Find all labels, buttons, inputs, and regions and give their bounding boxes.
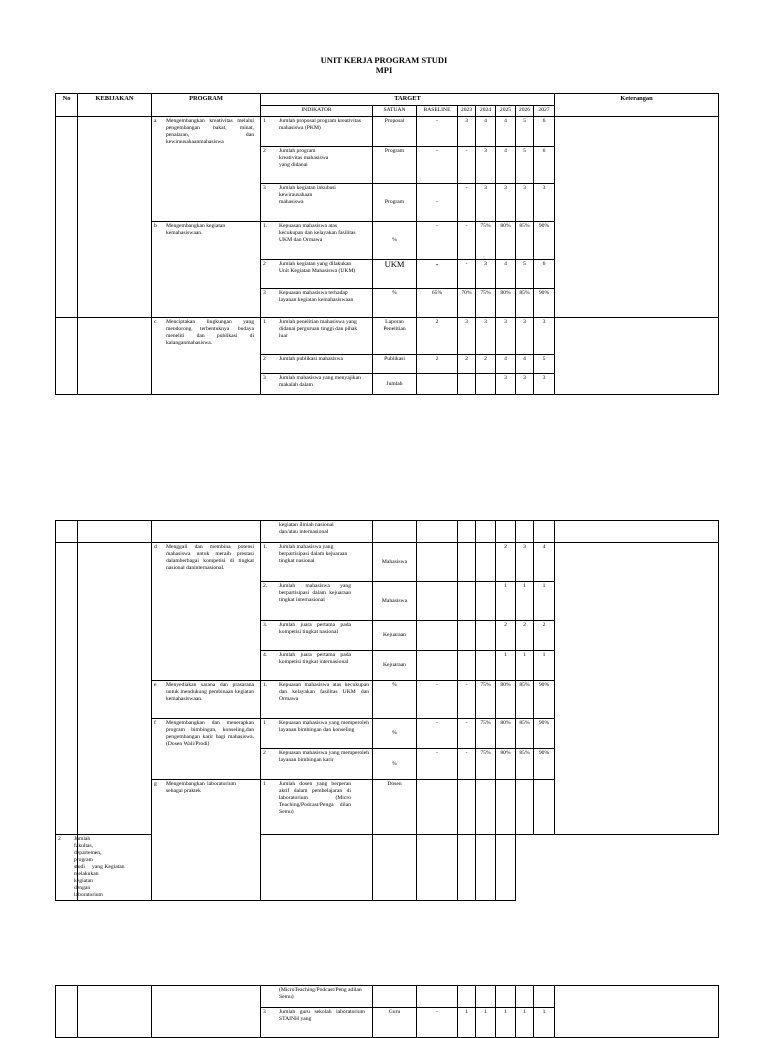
row-number-cell <box>56 521 78 543</box>
year-cell: 1 <box>516 651 534 681</box>
indikator-continuation: kegiatan ilmiah nasional dan/atau internasional <box>279 522 334 535</box>
header-year: 2025 <box>496 106 516 117</box>
indikator-cell: 2 Jumlah fakultas, departemen, program studi yang melakukan kegiatan dengan laboratorium <box>56 835 78 901</box>
baseline-cell: - <box>417 749 458 780</box>
program-table-page-3 <box>55 985 719 1038</box>
year-cell <box>458 835 476 901</box>
program-letter: b <box>154 223 157 229</box>
satuan-cell: Laporan Penelitian <box>373 318 417 355</box>
indikator-cell: 3 Kepuasan mahasiswa terhadap layanan kegiatan kemahasiswaan <box>261 289 373 318</box>
kebijakan-cell <box>78 318 152 395</box>
year-cell: 3 <box>496 318 516 355</box>
year-cell: 75% <box>476 749 496 780</box>
year-cell <box>458 780 476 835</box>
program-text: Menciptakan lingkungan yang mendorong terbentuknya budaya meneliti dan publikasi di kalanganmahasiswa. <box>166 319 254 346</box>
indikator-cell: 1. Kepuasan mahasiswa atas kecukupan dan kelayakan fasilitas UKM dan Ormawa <box>261 681 373 719</box>
year-cell: 85% <box>516 749 534 780</box>
year-cell <box>496 835 516 901</box>
year-cell: 5 <box>516 117 534 147</box>
program-letter: e <box>154 682 157 688</box>
baseline-cell: 65% <box>417 289 458 318</box>
year-cell: 3 <box>458 318 476 355</box>
program-letter: d <box>154 544 157 550</box>
baseline-cell: 2 <box>417 355 458 374</box>
baseline-cell: - <box>417 1008 458 1038</box>
year-cell: 1 <box>496 582 516 621</box>
year-cell: 80% <box>496 749 516 780</box>
program-cell <box>152 318 261 395</box>
year-cell <box>373 835 417 901</box>
year-cell: 80% <box>496 222 516 260</box>
year-cell: 3 <box>516 318 534 355</box>
year-cell: 90% <box>534 681 555 719</box>
year-cell: 1 <box>534 1008 555 1038</box>
program-text: Menyediakan sarana dan prasarana untuk mendukung pembinaan kegiatan kemahasiswaan. <box>166 682 254 702</box>
year-cell: 3 <box>496 374 516 395</box>
program-letter: g <box>154 781 157 787</box>
satuan-cell: Dosen <box>373 780 417 835</box>
keterangan-cell <box>555 986 719 1038</box>
indikator-cell: 2 Jumlah publikasi mahasiswa <box>261 355 373 374</box>
keterangan-cell <box>555 543 719 835</box>
satuan-cell: % <box>373 681 417 719</box>
year-cell: 75% <box>476 289 496 318</box>
satuan-cell: % <box>373 749 417 780</box>
year-cell: 6 <box>534 260 555 289</box>
header-no: No <box>56 94 78 117</box>
year-cell <box>458 374 476 395</box>
year-cell: 80% <box>496 289 516 318</box>
year-cell: 3 <box>516 374 534 395</box>
header-year: 2027 <box>534 106 555 117</box>
year-cell <box>417 835 458 901</box>
year-cell: 85% <box>516 289 534 318</box>
year-cell: 3 <box>496 184 516 222</box>
year-cell <box>496 780 516 835</box>
program-cell <box>152 681 261 719</box>
header-keterangan: Keterangan <box>555 94 719 117</box>
year-cell: - <box>458 184 476 222</box>
baseline-cell: - <box>417 117 458 147</box>
baseline-cell: - <box>417 260 458 289</box>
indikator-cell: 3. Jumlah juara pertama pada kompetisi tingkat nasional <box>261 621 373 651</box>
year-cell <box>476 374 496 395</box>
satuan-cell: Proposal <box>373 117 417 147</box>
year-cell: - <box>458 719 476 749</box>
indikator-cell: 4. Jumlah juara pertama pada kompetisi tingkat internasional <box>261 651 373 681</box>
satuan-cell: Program <box>373 147 417 184</box>
row-number-cell <box>56 986 78 1038</box>
year-cell <box>476 651 496 681</box>
year-cell: 3 <box>534 184 555 222</box>
satuan-cell: Program <box>373 184 417 222</box>
year-cell: 4 <box>534 543 555 582</box>
header-baseline: BASELINE <box>417 106 458 117</box>
year-cell: 90% <box>534 719 555 749</box>
satuan-cell: Kegiatan <box>78 835 152 901</box>
year-cell: 3 <box>476 147 496 184</box>
year-cell: 5 <box>534 355 555 374</box>
program-cell <box>152 719 261 780</box>
year-cell: 2 <box>458 355 476 374</box>
program-letter: a <box>154 118 157 124</box>
indikator-cell: 1 Kepuasan mahasiswa yang memperoleh layanan bimbingan dan konseling <box>261 719 373 749</box>
satuan-cell: % <box>373 222 417 260</box>
table-row <box>56 521 719 543</box>
program-letter: f <box>154 720 156 726</box>
indikator-cell: 3 Jumlah mahasiswa yang menyajikan makalah dalam <box>261 374 373 395</box>
baseline-cell: - <box>417 147 458 184</box>
satuan-cell: UKM <box>373 260 417 289</box>
baseline-cell: - <box>417 222 458 260</box>
year-cell: 70% <box>458 289 476 318</box>
title-line-2: MPI <box>375 65 393 75</box>
year-cell: - <box>458 147 476 184</box>
year-cell: 75% <box>476 719 496 749</box>
year-cell: 85% <box>516 719 534 749</box>
baseline-cell <box>417 780 458 835</box>
year-cell: 1 <box>476 1008 496 1038</box>
satuan-cell: % <box>373 289 417 318</box>
program-text: Mengembangkan laboratorium sebagai praktek <box>166 781 236 794</box>
year-cell: 2 <box>496 543 516 582</box>
year-cell: 2 <box>516 621 534 651</box>
indikator-cell: 3 Jumlah guru sekolah laboratorium STAINH yang <box>261 1008 373 1038</box>
baseline-cell: - <box>417 184 458 222</box>
header-kebijakan: KEBIJAKAN <box>78 94 152 117</box>
year-cell: 90% <box>534 289 555 318</box>
year-cell: 90% <box>534 222 555 260</box>
header-year: 2026 <box>516 106 534 117</box>
year-cell: 1 <box>534 651 555 681</box>
baseline-cell <box>417 621 458 651</box>
year-cell: - <box>458 260 476 289</box>
baseline-cell: 2 <box>417 318 458 355</box>
row-number-cell <box>56 543 78 835</box>
year-cell: 85% <box>516 681 534 719</box>
program-letter: c <box>154 319 157 325</box>
satuan-cell: Guru <box>373 1008 417 1038</box>
year-cell <box>458 582 476 621</box>
program-text: Mengembangkan kreativitas melalui pengembangan bakat, minat, penalaran, dan kewirausahaanmahasiswa <box>166 118 254 145</box>
year-cell: 1 <box>496 1008 516 1038</box>
year-cell: 3 <box>458 117 476 147</box>
year-cell: 2 <box>496 621 516 651</box>
kebijakan-cell <box>78 543 152 835</box>
year-cell: 3 <box>476 260 496 289</box>
year-cell: 4 <box>476 117 496 147</box>
satuan-cell: Mahasiswa <box>373 582 417 621</box>
indikator-cell <box>261 986 373 1008</box>
header-year: 2024 <box>476 106 496 117</box>
year-cell: - <box>458 681 476 719</box>
year-cell: - <box>458 222 476 260</box>
indikator-cell: 1 Jumlah proposal program kreativitas mahasiswa (PKM) <box>261 117 373 147</box>
year-cell <box>458 543 476 582</box>
year-cell <box>458 621 476 651</box>
year-cell: 3 <box>476 184 496 222</box>
year-cell: 4 <box>496 147 516 184</box>
indikator-cell: 1. Kepuasan mahasiswa atas kecukupan dan kelayakan fasilitas UKM dan Ormawa <box>261 222 373 260</box>
keterangan-cell <box>555 117 719 318</box>
year-cell <box>458 651 476 681</box>
satuan-cell: Kejuaraan <box>373 621 417 651</box>
program-cell <box>152 780 261 901</box>
indikator-cell: 2. Jumlah mahasiswa yang berpartisipasi dalam kejuaraan tingkat internasional <box>261 582 373 621</box>
year-cell: 1 <box>496 651 516 681</box>
kebijakan-cell <box>78 117 152 318</box>
baseline-cell <box>417 651 458 681</box>
satuan-cell: Mahasiswa <box>373 543 417 582</box>
year-cell: 1 <box>516 582 534 621</box>
year-cell: 3 <box>516 543 534 582</box>
year-cell <box>476 543 496 582</box>
year-cell: 80% <box>496 681 516 719</box>
baseline-cell <box>417 543 458 582</box>
baseline-cell <box>417 582 458 621</box>
year-cell: 4 <box>496 260 516 289</box>
year-cell <box>534 780 555 835</box>
program-table-page-1 <box>55 93 719 395</box>
year-cell <box>476 780 496 835</box>
header-satuan: SATUAN <box>373 106 417 117</box>
year-cell <box>516 780 534 835</box>
program-cell <box>152 117 261 222</box>
indikator-cell <box>261 521 373 543</box>
title-line-1: UNIT KERJA PROGRAM STUDI <box>320 55 448 65</box>
year-cell: 2 <box>476 355 496 374</box>
year-cell: 75% <box>476 222 496 260</box>
satuan-cell: Kejuaraan <box>373 651 417 681</box>
program-text: Mengembangkan dan menerapkan program bimbingan, konseling,dan pengembangan karir bagi mahasiswa. (Dosen Wali/Prodi) <box>166 720 254 747</box>
table-row <box>56 986 719 1008</box>
indikator-cell: 1 Jumlah penelitian mahasiswa yang didanai perguruan tinggi dan pihak luar <box>261 318 373 355</box>
year-cell: 6 <box>534 147 555 184</box>
indikator-cell: 2 Jumlah program kreativitas mahasiswa yang didanai <box>261 147 373 184</box>
year-cell: 1 <box>534 582 555 621</box>
indikator-cell: 1. Jumlah mahasiswa yang berpartisipasi dalam kejuaraan tingkat nasional <box>261 543 373 582</box>
year-cell: 5 <box>516 260 534 289</box>
year-cell: 3 <box>516 184 534 222</box>
indikator-cell: 1 Jumlah dosen yang berperan aktif dalam pembelajaran di laboratorium (Micro Teaching/Podcast/Penga dilan Semu) <box>261 780 373 835</box>
year-cell: 85% <box>516 222 534 260</box>
program-table-page-2 <box>55 520 719 901</box>
year-cell: 4 <box>496 355 516 374</box>
program-cell <box>152 521 261 543</box>
header-target: TARGET <box>261 94 555 106</box>
program-cell <box>152 543 261 681</box>
year-cell: 75% <box>476 681 496 719</box>
baseline-cell <box>261 835 373 901</box>
table-row <box>56 543 719 582</box>
year-cell: 4 <box>516 355 534 374</box>
baseline-cell: - <box>417 681 458 719</box>
program-text: Mengembangkan kegiatan kemahasiswaan. <box>166 223 226 236</box>
year-cell <box>476 835 496 901</box>
header-year: 2023 <box>458 106 476 117</box>
program-cell <box>152 986 261 1038</box>
baseline-cell: - <box>417 719 458 749</box>
program-text: Menggali dan membina potensi mahasiswa untuk meraih prestasi dalamberbagai kompetisi di tingkat nasional daninternasional. <box>166 544 254 571</box>
satuan-cell: Publikasi <box>373 355 417 374</box>
satuan-cell: % <box>373 719 417 749</box>
keterangan-cell <box>555 318 719 395</box>
baseline-cell <box>417 374 458 395</box>
kebijakan-cell <box>78 986 152 1038</box>
year-cell: - <box>458 749 476 780</box>
indikator-cell: 3 Jumlah kegiatan inkubasi kewirausahaan mahasiswa <box>261 184 373 222</box>
year-cell <box>476 582 496 621</box>
indikator-cell: 2 Jumlah kegiatan yang dilakukan Unit Kegiatan Mahasiswa (UKM) <box>261 260 373 289</box>
header-program: PROGRAM <box>152 94 261 117</box>
year-cell: 5 <box>516 147 534 184</box>
kebijakan-cell <box>78 521 152 543</box>
year-cell: 2 <box>534 621 555 651</box>
satuan-cell: Jumlah <box>373 374 417 395</box>
header-indikator: INDIKATOR <box>261 106 373 117</box>
year-cell: 1 <box>516 1008 534 1038</box>
program-cell <box>152 222 261 318</box>
year-cell: 90% <box>534 749 555 780</box>
indikator-cell: 2 Kepuasan mahasiswa yang memperoleh layanan bimbingan karir <box>261 749 373 780</box>
table-row <box>56 318 719 355</box>
table-row <box>56 117 719 147</box>
year-cell: 3 <box>476 318 496 355</box>
year-cell <box>476 621 496 651</box>
year-cell: 4 <box>496 117 516 147</box>
year-cell: 1 <box>458 1008 476 1038</box>
row-number-cell <box>56 318 78 395</box>
row-number-cell <box>56 117 78 318</box>
year-cell: 3 <box>534 318 555 355</box>
year-cell: 3 <box>534 374 555 395</box>
indikator-continuation: (MicroTeaching/Podcast/Peng adilan Semu) <box>279 987 362 1000</box>
document-title <box>0 55 768 75</box>
year-cell: 80% <box>496 719 516 749</box>
year-cell: 6 <box>534 117 555 147</box>
